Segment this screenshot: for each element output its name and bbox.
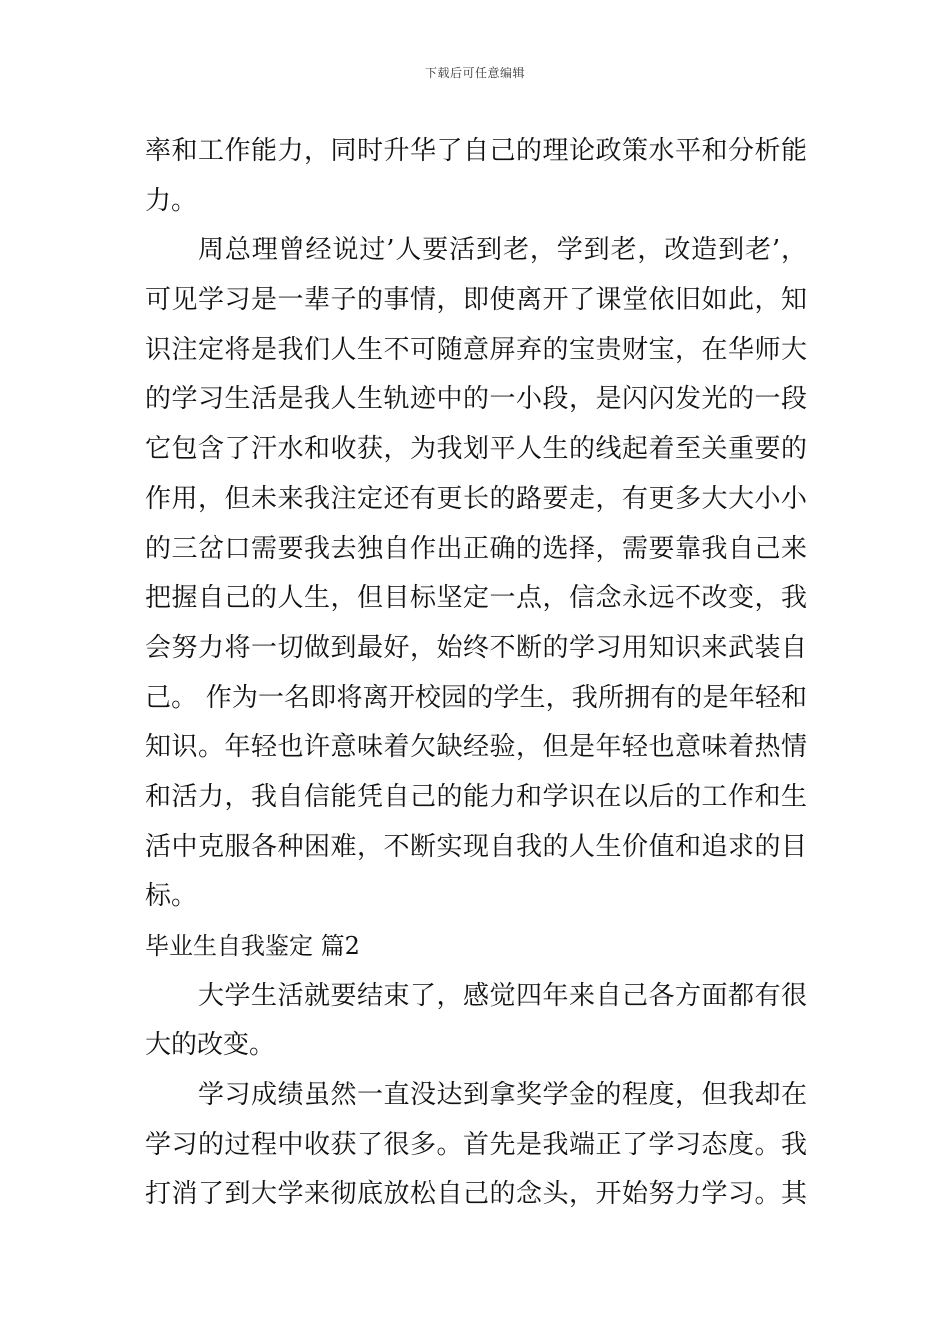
text-line: 的学习生活是我人生轨迹中的一小段，是闪闪发光的一段 — [145, 384, 807, 415]
text-line: 周总理曾经说过’人要活到老，学到老，改造到老’， — [198, 235, 807, 266]
text-line: 活中克服各种困难，不断实现自我的人生价值和追求的目 — [145, 831, 807, 862]
text-line: 己。 作为一名即将离开校园的学生，我所拥有的是年轻和 — [145, 682, 807, 713]
text-line: 打消了到大学来彻底放松自己的念头，开始努力学习。其 — [145, 1179, 807, 1210]
text-line: 力。 — [145, 185, 198, 216]
text-line: 它包含了汗水和收获，为我划平人生的线起着至关重要的 — [145, 434, 807, 465]
text-line: 的三岔口需要我去独自作出正确的选择，需要靠我自己来 — [145, 533, 807, 564]
text-line: 识注定将是我们人生不可随意屏弃的宝贵财宝，在华师大 — [145, 334, 807, 365]
text-line: 学习成绩虽然一直没达到拿奖学金的程度，但我却在 — [198, 1080, 807, 1111]
text-line: 把握自己的人生，但目标坚定一点，信念永远不改变，我 — [145, 583, 807, 614]
text-line: 作用，但未来我注定还有更长的路要走，有更多大大小小 — [145, 483, 807, 514]
text-line: 知识。年轻也许意味着欠缺经验，但是年轻也意味着热情 — [145, 732, 807, 763]
text-line: 学习的过程中收获了很多。首先是我端正了学习态度。我 — [145, 1129, 807, 1160]
text-line: 标。 — [145, 881, 198, 912]
text-line: 大学生活就要结束了，感觉四年来自己各方面都有很 — [198, 980, 807, 1011]
text-line: 大的改变。 — [145, 1030, 276, 1061]
document-body — [145, 127, 807, 1220]
text-line: 率和工作能力，同时升华了自己的理论政策水平和分析能 — [145, 136, 807, 166]
text-line: 和活力，我自信能凭自己的能力和学识在以后的工作和生 — [145, 781, 807, 812]
page-header-note: 下载后可任意编辑 — [424, 66, 525, 80]
section-heading: 毕业生自我鉴定 篇2 — [145, 932, 360, 960]
text-line: 可见学习是一辈子的事情，即使离开了课堂依旧如此，知 — [145, 285, 807, 316]
text-line: 会努力将一切做到最好，始终不断的学习用知识来武装自 — [145, 632, 807, 663]
